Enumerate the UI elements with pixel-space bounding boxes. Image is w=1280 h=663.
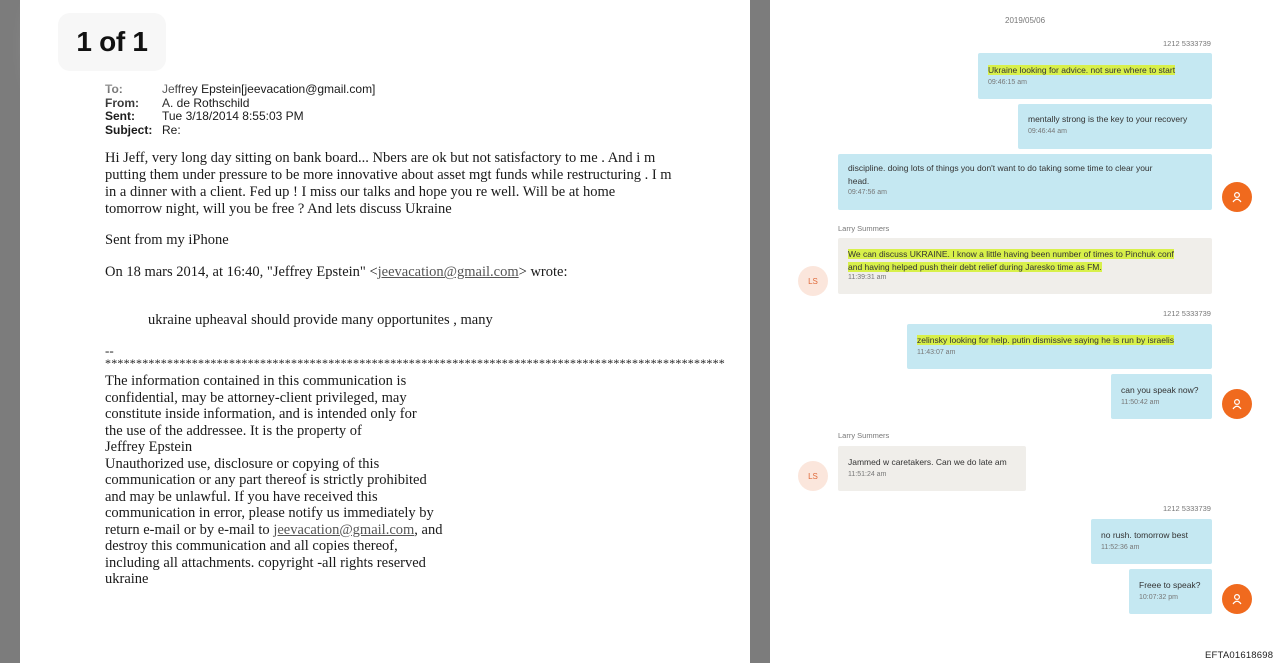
disclaimer-line bbox=[105, 522, 445, 539]
message-time: 10:07:32 pm bbox=[1139, 594, 1178, 601]
body-line: Hi Jeff, very long day sitting on bank board... Nbers are ok but not satisfactory to me . And i m bbox=[105, 150, 656, 167]
signature-separator: -- bbox=[105, 343, 114, 359]
page-counter: 1 of 1 bbox=[58, 13, 166, 71]
email-page bbox=[20, 0, 750, 663]
body-line: putting them under pressure to be more innovative about asset mgt funds while restructuring . I m bbox=[105, 167, 672, 184]
message-text: zelinsky looking for help. putin dismissive saying he is run by israelis bbox=[917, 335, 1175, 345]
header-subject bbox=[105, 124, 705, 138]
message-bubble-outgoing bbox=[1111, 374, 1212, 419]
contact-name: Larry Summers bbox=[838, 431, 890, 440]
message-text: no rush. tomorrow best bbox=[1101, 530, 1188, 540]
message-time: 09:47:56 am bbox=[848, 189, 887, 196]
header-value: Re: bbox=[162, 122, 181, 137]
message-bubble-incoming bbox=[838, 446, 1026, 491]
disclaimer-line: constitute inside information, and is intended only for bbox=[105, 406, 417, 423]
user-avatar bbox=[1222, 182, 1252, 212]
sender-number: 1212 5333739 bbox=[1163, 504, 1211, 513]
header-to bbox=[105, 83, 705, 97]
user-avatar bbox=[1222, 584, 1252, 614]
message-time: 11:51:24 am bbox=[848, 471, 887, 478]
message-text: mentally strong is the key to your recovery bbox=[1028, 114, 1188, 124]
header-key: To: bbox=[105, 82, 123, 96]
message-bubble-outgoing bbox=[1018, 104, 1212, 149]
disclaimer-line: including all attachments. copyright -all rights reserved bbox=[105, 554, 426, 571]
message-bubble-outgoing bbox=[978, 53, 1212, 99]
header-key: From: bbox=[105, 95, 139, 110]
sender-number: 1212 5333739 bbox=[1163, 39, 1211, 48]
person-icon bbox=[1231, 191, 1243, 203]
contact-avatar: LS bbox=[798, 266, 828, 296]
message-text: Freee to speak? bbox=[1139, 580, 1201, 590]
message-bubble-outgoing bbox=[1091, 519, 1212, 564]
email-body bbox=[105, 150, 705, 218]
disclaimer-line: Jeffrey Epstein bbox=[105, 439, 193, 456]
wrote-suffix: > wrote: bbox=[518, 264, 568, 281]
message-time: 11:52:36 am bbox=[1101, 544, 1140, 551]
email-document bbox=[105, 82, 725, 588]
header-value: A. de Rothschild bbox=[162, 95, 250, 110]
disclaimer-line: and may be unlawful. If you have received this bbox=[105, 488, 378, 505]
message-text: and having helped push their debt relief during Jaresko time as FM. bbox=[848, 262, 1102, 272]
disclaimer-return-suffix: , and bbox=[414, 521, 443, 538]
wrote-prefix: On 18 mars 2014, at 16:40, "Jeffrey Epstein" < bbox=[105, 264, 378, 281]
header-from bbox=[105, 97, 705, 111]
disclaimer-line: The information contained in this communication is bbox=[105, 373, 407, 390]
person-icon bbox=[1231, 398, 1243, 410]
chat-date: 2019/05/06 bbox=[1005, 16, 1046, 25]
chat-page bbox=[770, 0, 1280, 663]
user-avatar bbox=[1222, 389, 1252, 419]
quoted-message: ukraine upheaval should provide many opportunites , many bbox=[148, 312, 493, 329]
confidentiality-disclaimer bbox=[105, 373, 445, 588]
header-value: Jeffrey Epstein[jeevacation@gmail.com] bbox=[162, 82, 376, 96]
sender-number: 1212 5333739 bbox=[1163, 309, 1211, 318]
message-bubble-outgoing bbox=[907, 324, 1212, 369]
header-key: Sent: bbox=[105, 109, 135, 124]
disclaimer-line: the use of the addressee. It is the property of bbox=[105, 422, 362, 439]
email-link[interactable]: jeevacation@gmail.com bbox=[273, 521, 415, 538]
message-bubble-outgoing bbox=[838, 154, 1212, 210]
disclaimer-line: communication or any part thereof is strictly prohibited bbox=[105, 472, 427, 489]
message-time: 11:43:07 am bbox=[917, 349, 956, 356]
body-line: tomorrow night, will you be free ? And lets discuss Ukraine bbox=[105, 201, 452, 218]
message-bubble-outgoing bbox=[1129, 569, 1212, 614]
header-key: Subject: bbox=[105, 122, 153, 137]
disclaimer-line: confidential, may be attorney-client privileged, may bbox=[105, 389, 407, 406]
disclaimer-line: communication in error, please notify us immediately by bbox=[105, 505, 434, 522]
disclaimer-line: ukraine bbox=[105, 571, 149, 588]
message-text: discipline. doing lots of things you don't want to do taking some time to clear your bbox=[848, 163, 1153, 173]
message-time: 09:46:15 am bbox=[988, 79, 1027, 86]
email-headers bbox=[105, 83, 705, 137]
contact-name: Larry Summers bbox=[838, 224, 890, 233]
message-text: can you speak now? bbox=[1121, 385, 1199, 395]
message-text: Jammed w caretakers. Can we do late am bbox=[848, 457, 1007, 467]
header-sent bbox=[105, 110, 705, 124]
quote-attribution bbox=[105, 264, 705, 281]
message-time: 09:46:44 am bbox=[1028, 128, 1067, 135]
email-link[interactable]: jeevacation@gmail.com bbox=[377, 264, 519, 281]
message-text: We can discuss UKRAINE. I know a little having been number of times to Pinchuk conf bbox=[848, 249, 1174, 259]
bates-number: EFTA01618698 bbox=[1205, 650, 1274, 661]
header-value: Tue 3/18/2014 8:55:03 PM bbox=[162, 109, 304, 124]
disclaimer-line: Unauthorized use, disclosure or copying of this bbox=[105, 455, 380, 472]
disclaimer-return-prefix: return e-mail or by e-mail to bbox=[105, 521, 274, 538]
contact-avatar: LS bbox=[798, 461, 828, 491]
message-text: head. bbox=[848, 176, 870, 186]
body-line: in a dinner with a client. Fed up ! I miss our talks and hope you re well. Will be at home bbox=[105, 184, 616, 201]
message-bubble-incoming bbox=[838, 238, 1212, 294]
asterisk-divider: **************************************************************************************************** bbox=[105, 356, 725, 371]
sent-from-line: Sent from my iPhone bbox=[105, 232, 229, 249]
person-icon bbox=[1231, 593, 1243, 605]
message-time: 11:39:31 am bbox=[848, 274, 887, 281]
message-time: 11:50:42 am bbox=[1121, 399, 1160, 406]
disclaimer-line: destroy this communication and all copies thereof, bbox=[105, 538, 398, 555]
message-text: Ukraine looking for advice. not sure where to start bbox=[988, 65, 1176, 75]
